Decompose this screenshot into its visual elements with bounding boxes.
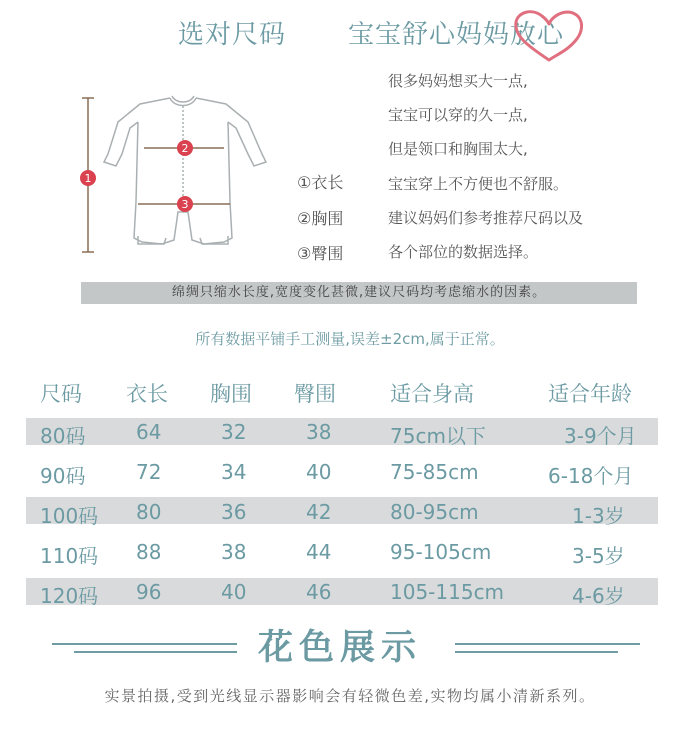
legend-chest: ②胸围 — [297, 209, 344, 228]
table-header-chest: 胸围 — [210, 382, 252, 406]
shrink-note-banner: 绵绸只缩水长度,宽度变化甚微,建议尺码均考虑缩水的因素。 — [81, 282, 637, 304]
table-cell: 75cm以下 — [390, 424, 486, 448]
table-cell: 34 — [221, 460, 247, 484]
table-cell: 80 — [136, 500, 162, 524]
table-cell: 6-18个月 — [548, 464, 634, 488]
table-header-hip: 臀围 — [294, 382, 336, 406]
footer-note: 实景拍摄,受到光线显示器影响会有轻微色差,实物均属小清新系列。 — [104, 687, 596, 705]
table-cell: 40 — [306, 460, 332, 484]
table-cell: 1-3岁 — [572, 504, 625, 528]
section-title: 花色展示 — [258, 628, 423, 668]
table-header-length: 衣长 — [126, 382, 168, 406]
table-row-band — [26, 497, 658, 524]
table-cell: 38 — [306, 420, 332, 444]
table-cell: 36 — [221, 500, 247, 524]
legend-hip: ③臀围 — [297, 244, 344, 263]
table-cell: 80-95cm — [390, 500, 479, 524]
table-cell: 105-115cm — [390, 580, 505, 604]
measure-note: 所有数据平铺手工测量,误差±2cm,属于正常。 — [195, 330, 505, 348]
table-cell: 88 — [136, 540, 162, 564]
description-line: 宝宝穿上不方便也不舒服。 — [388, 175, 569, 193]
marker-3: 3 — [181, 198, 189, 211]
description-line: 但是领口和胸围太大, — [388, 140, 528, 158]
table-cell: 72 — [136, 460, 162, 484]
marker-1: 1 — [84, 172, 92, 185]
table-cell: 75-85cm — [390, 460, 479, 484]
description-line: 各个部位的数据选择。 — [388, 243, 539, 261]
table-header-size: 尺码 — [40, 382, 82, 406]
divider-right-top — [455, 643, 640, 645]
table-cell: 95-105cm — [390, 540, 492, 564]
description-line: 宝宝可以穿的久一点, — [388, 106, 528, 124]
table-cell: 96 — [136, 580, 162, 604]
divider-left-top — [52, 643, 237, 645]
table-cell: 110码 — [40, 544, 99, 568]
table-cell: 44 — [306, 540, 332, 564]
table-cell: 120码 — [40, 584, 99, 608]
heart-icon — [510, 8, 588, 64]
table-cell: 3-5岁 — [572, 544, 625, 568]
description-line: 建议妈妈们参考推荐尺码以及 — [388, 209, 584, 227]
table-header-height: 适合身高 — [390, 382, 474, 406]
table-row-band — [26, 578, 658, 605]
table-cell: 3-9个月 — [564, 424, 637, 448]
table-cell: 80码 — [40, 424, 86, 448]
table-cell: 100码 — [40, 504, 99, 528]
title-right: 宝宝舒心妈妈放心 — [348, 20, 565, 50]
divider-right-bottom — [455, 651, 618, 653]
table-cell: 38 — [221, 540, 247, 564]
description-line: 很多妈妈想买大一点, — [388, 72, 528, 90]
table-cell: 42 — [306, 500, 332, 524]
table-cell: 40 — [221, 580, 247, 604]
divider-left-bottom — [74, 651, 237, 653]
marker-2: 2 — [181, 142, 189, 155]
table-cell: 4-6岁 — [572, 584, 625, 608]
table-cell: 46 — [306, 580, 332, 604]
table-cell: 32 — [221, 420, 247, 444]
romper-illustration — [78, 92, 288, 262]
title-left: 选对尺码 — [178, 20, 287, 50]
table-cell: 90码 — [40, 464, 86, 488]
table-header-age: 适合年龄 — [548, 382, 632, 406]
table-cell: 64 — [136, 420, 162, 444]
legend-length: ①衣长 — [297, 173, 344, 192]
